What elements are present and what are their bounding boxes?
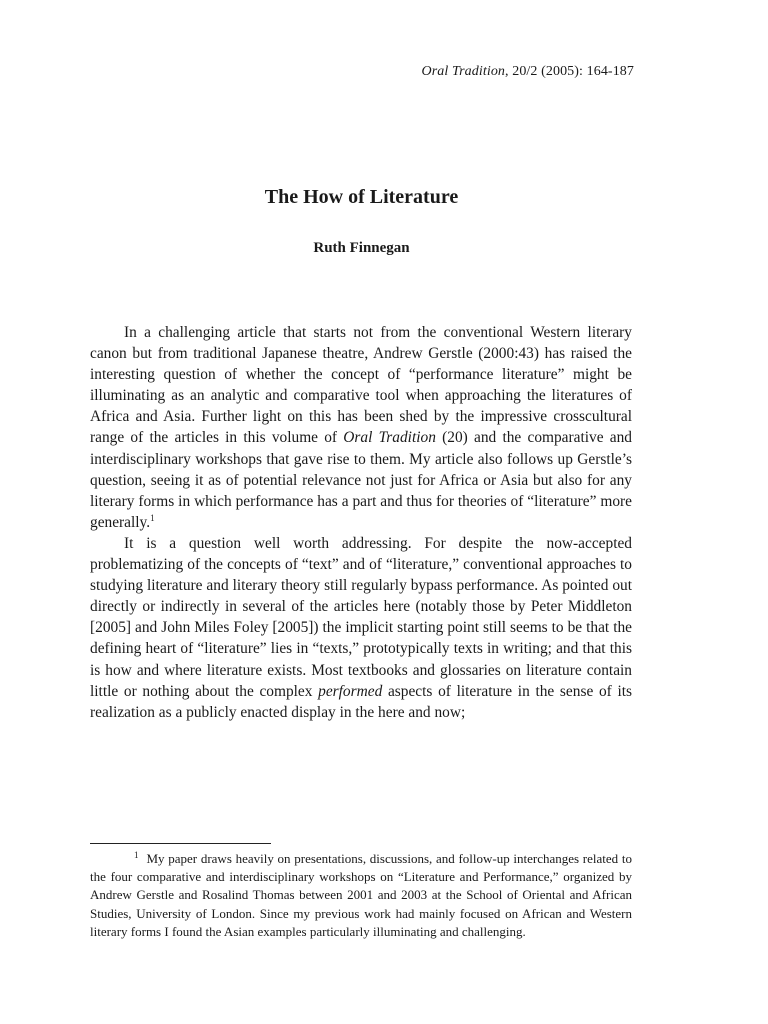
author-name: Ruth Finnegan bbox=[313, 240, 410, 256]
article-body bbox=[90, 322, 632, 723]
paragraph-2 bbox=[90, 533, 632, 723]
volume-pages: , 20/2 (2005): 164-187 bbox=[505, 64, 634, 79]
paragraph-2-italic: performed bbox=[318, 682, 383, 700]
paragraph-2-text-a: It is a question well worth addressing. For despite the now-accepted problematizing of the concepts of “text” and of “literature,” conventional approaches to studying literature and literary theory still regularly bypass performance. As pointed out directly or indirectly in several of the articles here (notably those by Peter Middleton [2005] and John Miles Foley [2005]) the implicit starting point still seems to be that the defining heart of “literature” lies in “texts,” prototypically texts in writing; and that this is how and where literature exists. Most textbooks and glossaries on literature contain little or nothing about the complex bbox=[90, 534, 632, 700]
journal-citation bbox=[422, 64, 634, 80]
footnote-text: My paper draws heavily on presentations, discussions, and follow-up interchanges related to the four comparative and interdisciplinary workshops on “Literature and Performance,” organized by Andrew Gerstle and Rosalind Thomas between 2001 and 2003 at the School of Oriental and African Studies, University of London. Since my previous work had mainly focused on African and Western literary forms I found the Asian examples particularly illuminating and challenging. bbox=[90, 851, 632, 939]
footnote-1 bbox=[90, 850, 632, 941]
paragraph-1-text-b: (20) and the comparative and interdisciplinary workshops that gave rise to them. My article also follows up Gerstle’s question, seeing it as of potential relevance not just for Africa or Asia but also for any literary forms in which performance has a part and thus for theories of “literature” more generally. bbox=[90, 429, 633, 531]
footnote-divider bbox=[90, 843, 271, 844]
paragraph-1-text-a: In a challenging article that starts not from the conventional Western literary canon but from traditional Japanese theatre, Andrew Gerstle (2000:43) has raised the interesting question of whether the concept of “performance literature” might be illuminating as an analytic and comparative tool when approaching the literatures of Africa and Asia. Further light on this has been shed by the impressive crosscultural range of the articles in this volume of bbox=[90, 324, 632, 447]
paragraph-1 bbox=[90, 322, 632, 533]
footnote-ref-1[interactable]: 1 bbox=[150, 512, 155, 523]
paragraph-1-italic: Oral Tradition bbox=[343, 429, 436, 447]
article-title: The How of Literature bbox=[264, 186, 459, 208]
paragraph-2-text-b: aspects of literature in the sense of its realization as a publicly enacted display in the here and now; bbox=[90, 682, 632, 721]
footnote-number: 1 bbox=[134, 850, 139, 860]
journal-name: Oral Tradition bbox=[421, 64, 506, 79]
footnote bbox=[90, 850, 632, 941]
